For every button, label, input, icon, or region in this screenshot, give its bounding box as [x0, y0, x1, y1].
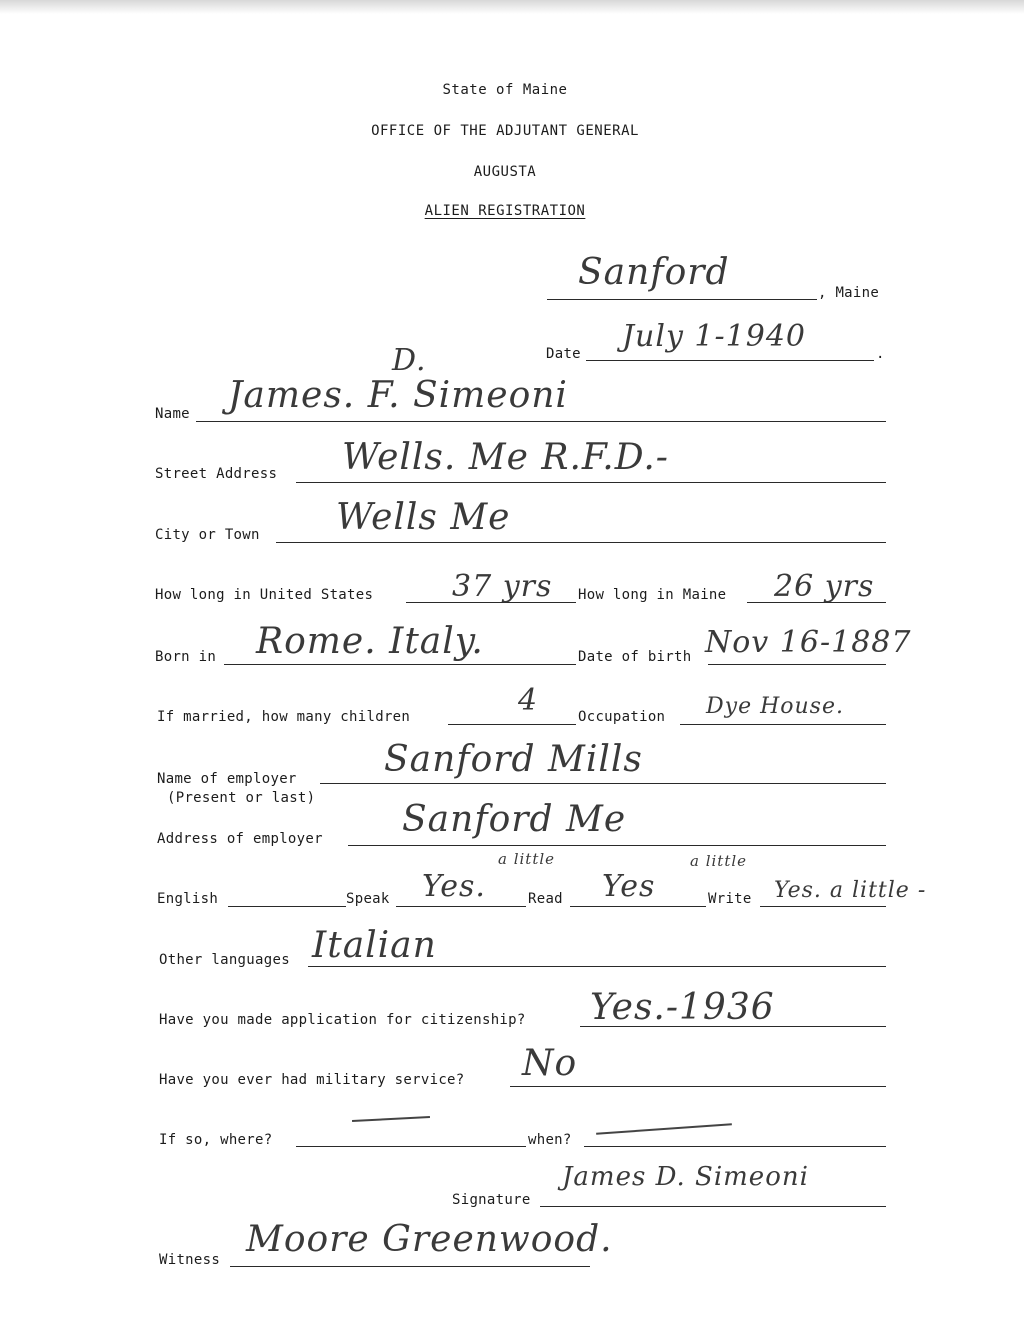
town-value: Sanford [578, 252, 730, 293]
street-address-line [296, 482, 886, 483]
speak-label: Speak [346, 891, 390, 907]
date-value: July 1-1940 [622, 319, 806, 354]
children-label: If married, how many children [157, 709, 411, 725]
date-label: Date [546, 346, 581, 362]
date-of-birth-line [708, 664, 886, 665]
if-so-where-line [296, 1146, 526, 1147]
citizenship-label: Have you made application for citizenship? [159, 1012, 526, 1028]
read-line [570, 906, 706, 907]
city-town-line [276, 542, 886, 543]
street-address-value: Wells. Me R.F.D.- [342, 437, 669, 478]
read-value: Yes [602, 869, 656, 904]
sheet-edge [0, 0, 1024, 14]
town-line [547, 299, 817, 300]
office-heading: OFFICE OF THE ADJUTANT GENERAL [371, 123, 639, 139]
date-end: . [876, 346, 885, 362]
date-of-birth-label: Date of birth [578, 649, 692, 665]
read-note: a little [690, 852, 748, 870]
write-label: Write [708, 891, 752, 907]
read-label: Read [528, 891, 563, 907]
how-long-maine-value: 26 yrs [774, 569, 875, 604]
state-heading: State of Maine [442, 82, 568, 98]
signature-line [540, 1206, 886, 1207]
date-line [586, 360, 874, 361]
if-so-where-label: If so, where? [159, 1132, 273, 1148]
signature-value: James D. Simeoni [562, 1162, 809, 1192]
how-long-us-value: 37 yrs [452, 569, 553, 604]
write-value: Yes. a little - [774, 878, 927, 903]
occupation-label: Occupation [578, 709, 666, 725]
employer-note: (Present or last) [167, 790, 316, 806]
name-value: James. F. Simeoni [228, 375, 568, 416]
occupation-line [680, 724, 886, 725]
employer-name-label: Name of employer [157, 771, 297, 787]
speak-note: a little [498, 850, 556, 868]
street-address-label: Street Address [155, 466, 278, 482]
citizenship-value: Yes.-1936 [590, 987, 775, 1028]
speak-value: Yes. [422, 869, 486, 904]
witness-line [230, 1266, 590, 1267]
military-line [510, 1086, 886, 1087]
name-correction: D. [392, 343, 427, 378]
employer-address-line [348, 845, 886, 846]
military-value: No [522, 1043, 578, 1084]
speak-line [396, 906, 526, 907]
write-line [760, 906, 886, 907]
maine-label: , Maine [818, 285, 880, 301]
english-line [228, 906, 346, 907]
children-value: 4 [518, 683, 539, 718]
date-of-birth-value: Nov 16-1887 [705, 625, 912, 660]
when-dash [596, 1123, 732, 1134]
children-line [448, 724, 576, 725]
employer-address-value: Sanford Me [402, 799, 627, 840]
other-languages-value: Italian [312, 925, 437, 966]
witness-value: Moore Greenwood. [246, 1219, 613, 1260]
how-long-us-label: How long in United States [155, 587, 374, 603]
signature-label: Signature [452, 1192, 531, 1208]
other-languages-label: Other languages [159, 952, 290, 968]
born-in-line [224, 664, 576, 665]
employer-name-value: Sanford Mills [384, 739, 643, 780]
employer-address-label: Address of employer [157, 831, 323, 847]
military-label: Have you ever had military service? [159, 1072, 465, 1088]
city-heading: AUGUSTA [473, 164, 537, 180]
born-in-label: Born in [155, 649, 217, 665]
when-label: when? [528, 1132, 572, 1148]
form-title: ALIEN REGISTRATION [424, 203, 586, 219]
name-line [196, 421, 886, 422]
military-dash [352, 1116, 430, 1122]
employer-name-line [320, 783, 886, 784]
how-long-maine-label: How long in Maine [578, 587, 727, 603]
city-town-label: City or Town [155, 527, 260, 543]
other-languages-line [308, 966, 886, 967]
when-line [584, 1146, 886, 1147]
witness-label: Witness [159, 1252, 221, 1268]
city-town-value: Wells Me [336, 497, 511, 538]
english-label: English [157, 891, 219, 907]
name-label: Name [155, 406, 190, 422]
occupation-value: Dye House. [706, 694, 844, 719]
born-in-value: Rome. Italy. [256, 621, 484, 662]
